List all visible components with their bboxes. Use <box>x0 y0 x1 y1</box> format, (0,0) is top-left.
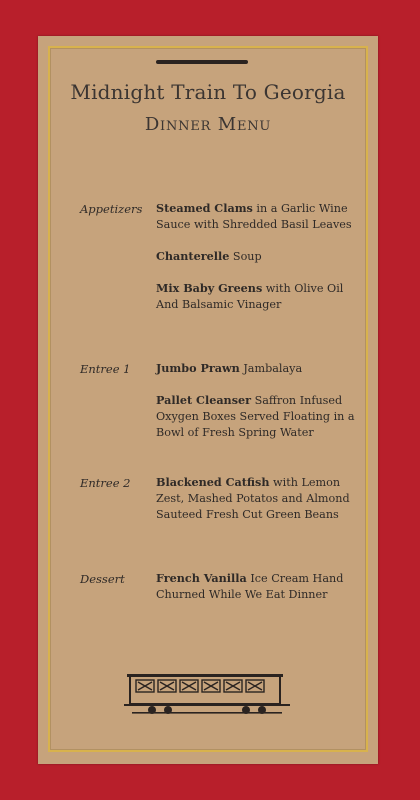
item-name: Mix Baby Greens <box>156 281 263 295</box>
item-name: Blackened Catfish <box>156 475 270 489</box>
train-car-icon <box>124 672 290 716</box>
menu-subtitle: Dinner Menu <box>144 114 272 135</box>
item-desc: Ice Cream Hand Churned While We Eat Dinner <box>156 572 344 601</box>
item-name: French Vanilla <box>156 571 247 585</box>
ribbon-tie <box>156 60 248 64</box>
item-desc: with Lemon Zest, Mashed Potatos and Almond Sauteed Fresh Cut Green Beans <box>156 476 350 521</box>
item-name: Steamed Clams <box>156 201 253 215</box>
menu-card <box>38 36 378 764</box>
menu-item <box>156 474 361 523</box>
menu-item <box>156 570 361 603</box>
item-desc: Soup <box>229 250 262 263</box>
item-desc: Saffron Infused Oxygen Boxes Served Floating in a Bowl of Fresh Spring Water <box>156 394 355 439</box>
item-desc: with Olive Oil And Balsamic Vinager <box>156 282 344 311</box>
section-label-entree-2: Entree 2 <box>80 476 131 490</box>
section-label-appetizers: Appetizers <box>80 202 143 216</box>
section-label-dessert: Dessert <box>80 572 125 586</box>
menu-item <box>156 200 361 233</box>
menu-item <box>156 280 361 313</box>
item-name: Jumbo Prawn <box>156 361 240 375</box>
menu-title: Midnight Train To Georgia <box>70 80 346 104</box>
menu-item <box>156 392 361 441</box>
item-desc: in a Garlic Wine Sauce with Shredded Basil Leaves <box>156 202 352 231</box>
menu-item <box>156 248 361 265</box>
item-name: Chanterelle <box>156 249 230 263</box>
item-desc: Jambalaya <box>239 362 303 375</box>
menu-item <box>156 360 361 377</box>
section-label-entree-1: Entree 1 <box>80 362 131 376</box>
item-name: Pallet Cleanser <box>156 393 252 407</box>
